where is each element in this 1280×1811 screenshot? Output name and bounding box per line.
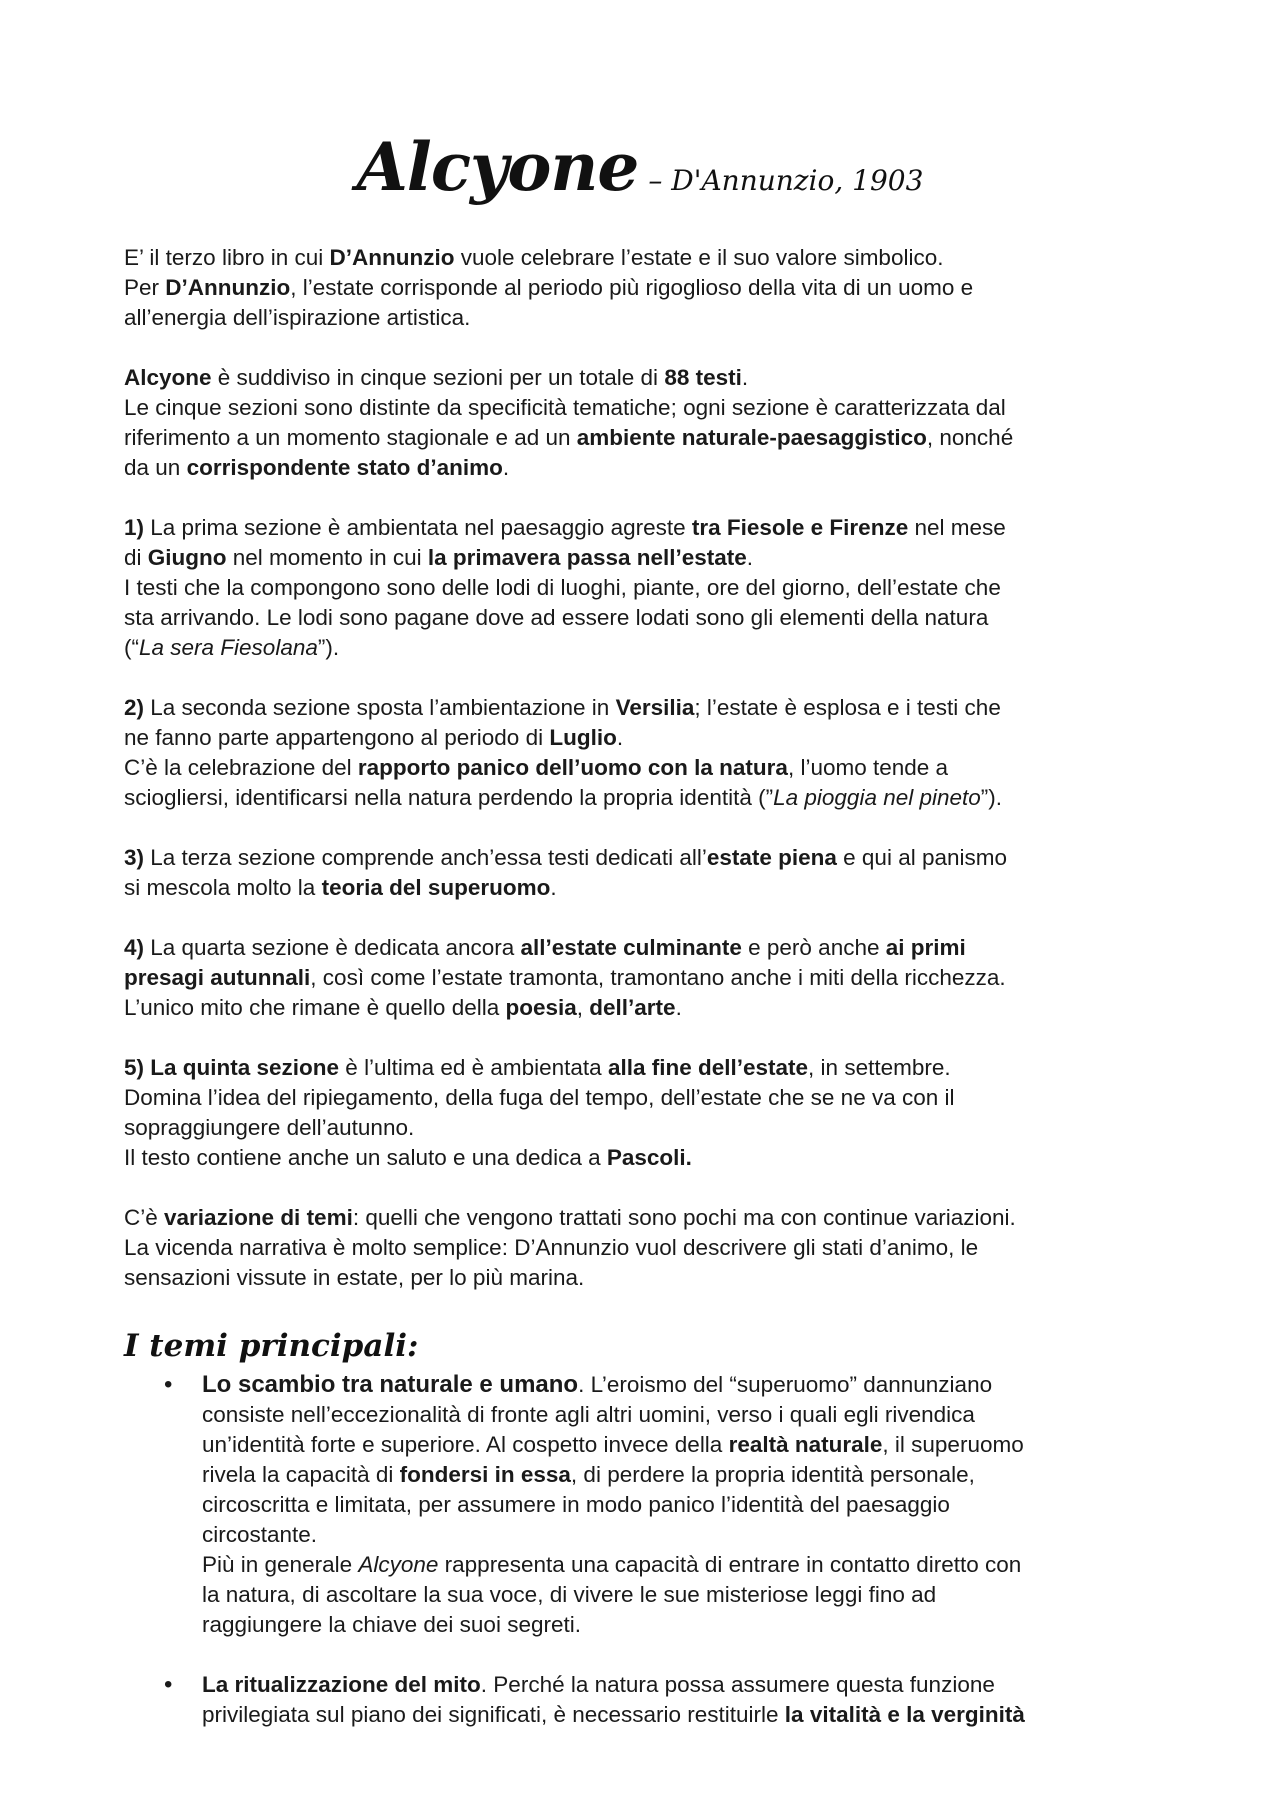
paragraph-intro: E’ il terzo libro in cui D’Annunzio vuole celebrare l’estate e il suo valore simbolico. Per D’Annunzio, l’estate corrisponde al periodo più rigoglioso della vita di un uomo e all’energia dell’ispirazione artistica. <box>124 245 974 330</box>
bullet-icon: • <box>164 1671 173 1698</box>
bullet-icon: • <box>164 1371 173 1398</box>
paragraph-variation: C’è variazione di temi: quelli che vengono trattati sono pochi ma con continue variazioni. La vicenda narrativa è molto semplice: D’Annunzio vuol descrivere gli stati d’animo, le sensazioni vissute in estate, per lo più marina. <box>124 1205 1016 1290</box>
title-main: Alcyone <box>356 128 639 206</box>
document-body <box>124 243 1174 1323</box>
document-title <box>0 128 1280 206</box>
themes-heading: I temi principali: <box>124 1328 419 1364</box>
list-item: • La ritualizzazione del mito. Perché la natura possa assumere questa funzione privilegiata sul piano dei significati, è necessario restituirle la vitalità e la verginità <box>164 1671 1025 1727</box>
paragraph-section-3: 3) La terza sezione comprende anch’essa testi dedicati all’estate piena e qui al panismo si mescola molto la teoria del superuomo. <box>124 845 1008 900</box>
paragraph-section-5: 5) La quinta sezione è l’ultima ed è ambientata alla fine dell’estate, in settembre. Domina l’idea del ripiegamento, della fuga del tempo, dell’estate che se ne va con il sopraggiungere dell’autunno. Il testo contiene anche un saluto e una dedica a Pascoli. <box>124 1055 955 1170</box>
themes-list <box>124 1370 1184 1760</box>
paragraph-structure: Alcyone è suddiviso in cinque sezioni per un totale di 88 testi. Le cinque sezioni sono distinte da specificità tematiche; ogni sezione è caratterizzata dal riferimento a un momento stagionale e ad un ambiente naturale-paesaggistico, nonché da un corrispondente stato d’animo. <box>124 365 1014 480</box>
list-item: • Lo scambio tra naturale e umano. L’eroismo del “superuomo” dannunziano consiste nell’eccezionalità di fronte agli altri uomini, verso i quali egli rivendica un’identità forte e superiore. Al cospetto invece della realtà naturale, il superuomo rivela la capacità di fondersi in essa, di perdere la propria identità personale, circoscritta e limitata, per assumere in modo panico l’identità del paesaggio circostante. Più in generale Alcyone rappresenta una capacità di entrare in contatto diretto con la natura, di ascoltare la sua voce, di vivere le sue misteriose leggi fino ad raggiungere la chiave dei suoi segreti. <box>164 1371 1024 1637</box>
paragraph-section-1: 1) La prima sezione è ambientata nel paesaggio agreste tra Fiesole e Firenze nel mese di Giugno nel momento in cui la primavera passa nell’estate. I testi che la compongono sono delle lodi di luoghi, piante, ore del giorno, dell’estate che sta arrivando. Le lodi sono pagane dove ad essere lodati sono gli elementi della natura (“La sera Fiesolana”). <box>124 515 1006 660</box>
title-subtitle: – D'Annunzio, 1903 <box>648 164 924 197</box>
paragraph-section-4: 4) La quarta sezione è dedicata ancora all’estate culminante e però anche ai primi presagi autunnali, così come l’estate tramonta, tramontano anche i miti della ricchezza. L’unico mito che rimane è quello della poesia, dell’arte. <box>124 935 1006 1020</box>
paragraph-section-2: 2) La seconda sezione sposta l’ambientazione in Versilia; l’estate è esplosa e i testi che ne fanno parte appartengono al periodo di Luglio. C’è la celebrazione del rapporto panico dell’uomo con la natura, l’uomo tende a sciogliersi, identificarsi nella natura perdendo la propria identità (”La pioggia nel pineto”). <box>124 695 1003 810</box>
